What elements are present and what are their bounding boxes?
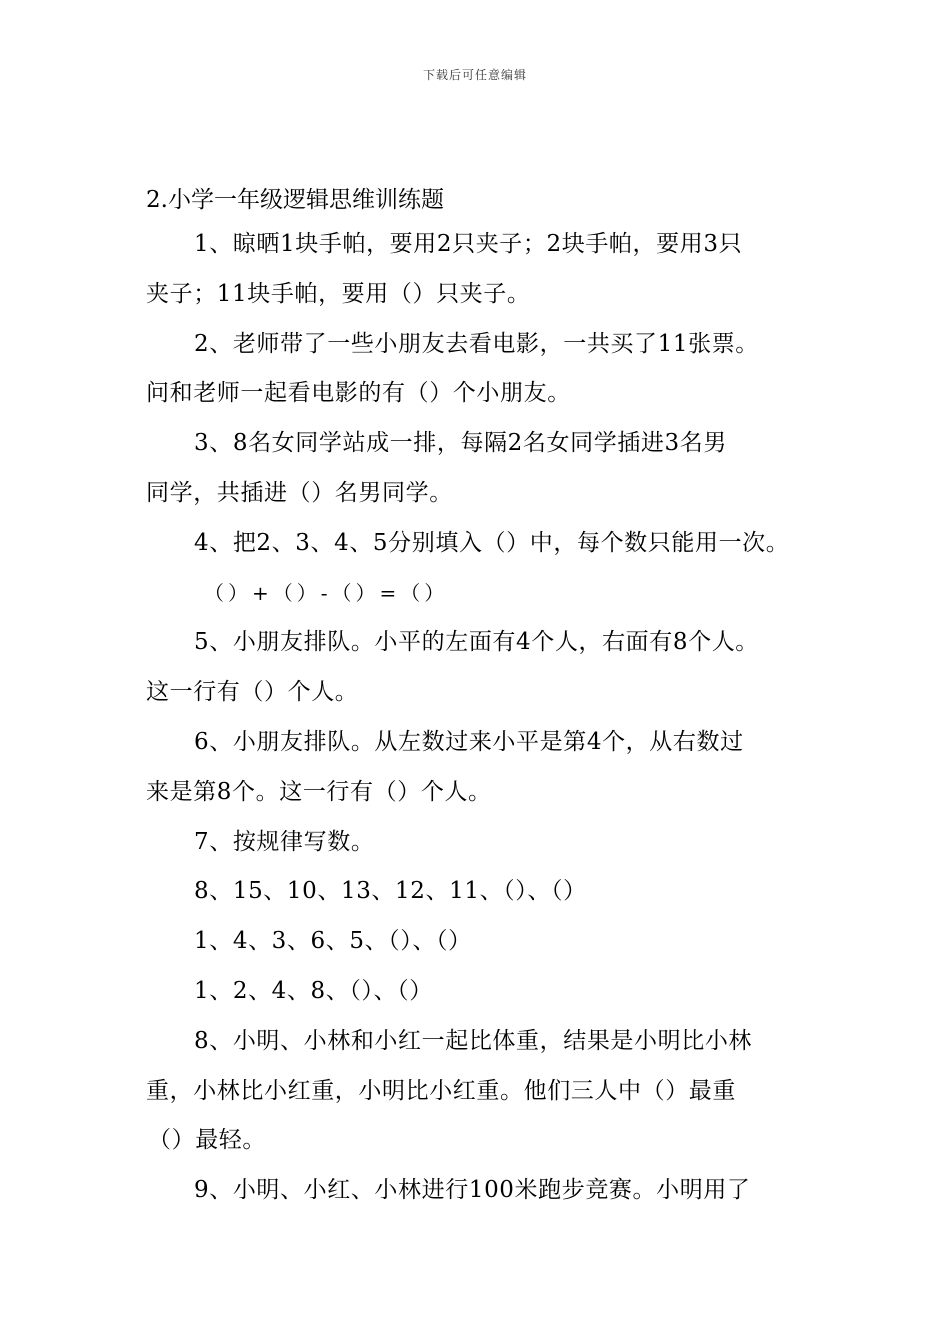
q2-line-2: 问和老师一起看电影的有（）个小朋友。 <box>146 380 571 407</box>
q4-equation: （）+（）-（）=（） <box>204 580 449 605</box>
q9-line-1: 9、小明、小红、小林进行100米跑步竞赛。小明用了 <box>194 1177 751 1204</box>
q5-line-1: 5、小朋友排队。小平的左面有4个人，右面有8个人。 <box>194 629 759 656</box>
q4-line-1: 4、把2、3、4、5分别填入（）中，每个数只能用一次。 <box>194 529 790 556</box>
q1-line-1: 1、晾晒1块手帕，要用2只夹子；2块手帕，要用3只 <box>194 231 743 257</box>
q1-line-2: 夹子；11块手帕，要用（）只夹子。 <box>146 280 531 307</box>
q7-sequence-2: 1、4、3、6、5、（）、（） <box>194 928 472 955</box>
q3-line-1: 3、8名女同学站成一排，每隔2名女同学插进3名男 <box>194 430 727 457</box>
q8-line-1: 8、小明、小林和小红一起比体重，结果是小明比小林 <box>194 1027 753 1054</box>
q3-line-2: 同学，共插进（）名男同学。 <box>146 479 453 506</box>
q2-line-1: 2、老师带了一些小朋友去看电影，一共买了11张票。 <box>194 330 759 357</box>
q7-sequence-3: 1、2、4、8、（）、（） <box>194 977 433 1004</box>
q7-sequence-1: 8、15、10、13、12、11、（）、（） <box>194 878 587 905</box>
document-body <box>146 180 836 1216</box>
q8-line-3: （）最轻。 <box>148 1127 266 1154</box>
q5-line-2: 这一行有（）个人。 <box>146 679 359 706</box>
page-header: 下载后可任意编辑 <box>422 68 527 82</box>
q8-line-2: 重，小林比小红重，小明比小红重。他们三人中（）最重 <box>146 1077 736 1104</box>
q7-line-1: 7、按规律写数。 <box>194 828 375 855</box>
q6-line-1: 6、小朋友排队。从左数过来小平是第4个，从右数过 <box>194 728 744 755</box>
document-title: 2.小学一年级逻辑思维训练题 <box>146 187 444 213</box>
q6-line-2: 来是第8个。这一行有（）个人。 <box>146 778 492 805</box>
